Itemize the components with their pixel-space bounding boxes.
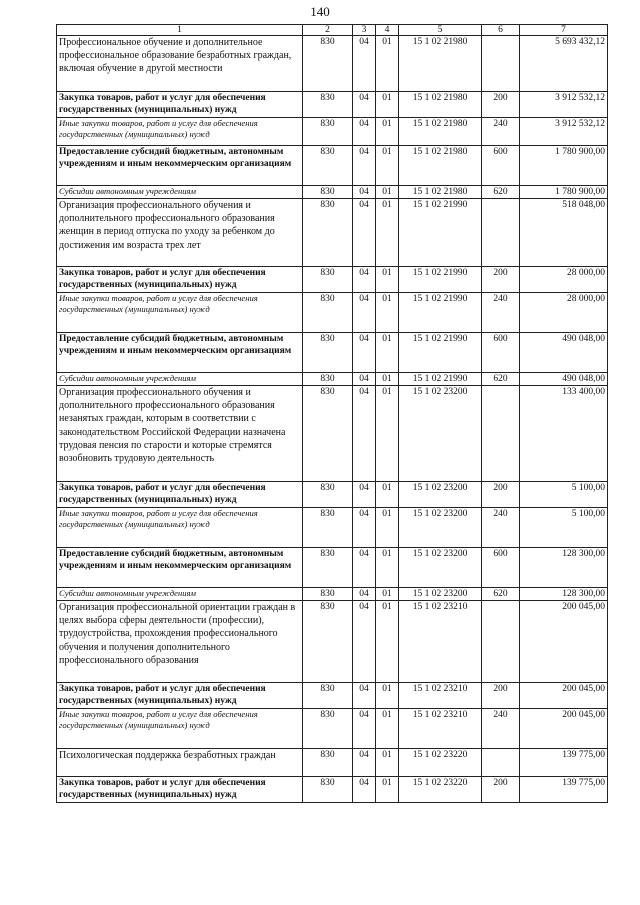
row-target-code: 15 1 02 23200 (399, 588, 482, 601)
row-amount: 490 048,00 (520, 333, 608, 373)
row-name: Организация профессиональной ориентации граждан в целях выбора сферы деятельности (профессии), трудоустройства, прохождения профессионального обучения и получения дополнительного профессионального образования (57, 601, 303, 683)
row-ministry-code: 830 (303, 92, 353, 118)
row-expense-type: 240 (482, 709, 520, 749)
row-expense-type: 600 (482, 333, 520, 373)
row-expense-type (482, 749, 520, 777)
row-name: Субсидии автономным учреждениям (57, 373, 303, 386)
row-amount: 28 000,00 (520, 267, 608, 293)
row-name: Предоставление субсидий бюджетным, автономным учреждениям и иным некоммерческим организациям (57, 333, 303, 373)
table-row (57, 386, 608, 482)
row-section-code: 04 (353, 92, 376, 118)
row-subsection-code: 01 (376, 333, 399, 373)
row-ministry-code: 830 (303, 146, 353, 186)
row-expense-type: 200 (482, 482, 520, 508)
row-name: Закупка товаров, работ и услуг для обеспечения государственных (муниципальных) нужд (57, 482, 303, 508)
row-ministry-code: 830 (303, 199, 353, 267)
row-name: Закупка товаров, работ и услуг для обеспечения государственных (муниципальных) нужд (57, 92, 303, 118)
row-expense-type (482, 601, 520, 683)
row-ministry-code: 830 (303, 36, 353, 92)
row-target-code: 15 1 02 21980 (399, 146, 482, 186)
row-subsection-code: 01 (376, 548, 399, 588)
row-ministry-code: 830 (303, 749, 353, 777)
header-row (57, 25, 608, 36)
row-subsection-code: 01 (376, 118, 399, 146)
row-ministry-code: 830 (303, 386, 353, 482)
row-section-code: 04 (353, 186, 376, 199)
row-target-code: 15 1 02 21990 (399, 373, 482, 386)
row-section-code: 04 (353, 588, 376, 601)
row-name: Психологическая поддержка безработных граждан (57, 749, 303, 777)
table-row (57, 482, 608, 508)
row-amount: 5 100,00 (520, 482, 608, 508)
row-name: Субсидии автономным учреждениям (57, 186, 303, 199)
row-name: Профессиональное обучение и дополнительное профессиональное образование безработных граждан, включая обучение в другой местности (57, 36, 303, 92)
column-header-target: 5 (399, 25, 482, 36)
row-ministry-code: 830 (303, 548, 353, 588)
row-expense-type: 200 (482, 683, 520, 709)
row-section-code: 04 (353, 373, 376, 386)
row-target-code: 15 1 02 21980 (399, 92, 482, 118)
row-expense-type: 200 (482, 777, 520, 803)
table-row (57, 186, 608, 199)
row-target-code: 15 1 02 23200 (399, 508, 482, 548)
row-amount: 5 693 432,12 (520, 36, 608, 92)
row-subsection-code: 01 (376, 777, 399, 803)
table-row (57, 601, 608, 683)
row-target-code: 15 1 02 23220 (399, 777, 482, 803)
row-ministry-code: 830 (303, 118, 353, 146)
table-row (57, 293, 608, 333)
row-expense-type: 600 (482, 146, 520, 186)
row-expense-type: 600 (482, 548, 520, 588)
row-amount: 128 300,00 (520, 548, 608, 588)
row-amount: 1 780 900,00 (520, 186, 608, 199)
column-header-ministry: 2 (303, 25, 353, 36)
row-amount: 200 045,00 (520, 683, 608, 709)
row-amount: 5 100,00 (520, 508, 608, 548)
row-amount: 139 775,00 (520, 777, 608, 803)
row-section-code: 04 (353, 293, 376, 333)
row-subsection-code: 01 (376, 749, 399, 777)
row-expense-type: 200 (482, 267, 520, 293)
row-section-code: 04 (353, 601, 376, 683)
row-expense-type (482, 386, 520, 482)
row-subsection-code: 01 (376, 601, 399, 683)
row-subsection-code: 01 (376, 146, 399, 186)
row-subsection-code: 01 (376, 92, 399, 118)
row-ministry-code: 830 (303, 333, 353, 373)
row-name: Организация профессионального обучения и дополнительного профессионального образования женщин в период отпуска по уходу за ребенком до достижения им возраста трех лет (57, 199, 303, 267)
column-header-expense-type: 6 (482, 25, 520, 36)
row-ministry-code: 830 (303, 683, 353, 709)
row-target-code: 15 1 02 23220 (399, 749, 482, 777)
row-amount: 139 775,00 (520, 749, 608, 777)
row-expense-type: 240 (482, 508, 520, 548)
row-target-code: 15 1 02 21990 (399, 333, 482, 373)
row-amount: 200 045,00 (520, 709, 608, 749)
row-subsection-code: 01 (376, 267, 399, 293)
row-amount: 200 045,00 (520, 601, 608, 683)
row-expense-type: 620 (482, 186, 520, 199)
row-name: Иные закупки товаров, работ и услуг для обеспечения государственных (муниципальных) нужд (57, 508, 303, 548)
row-subsection-code: 01 (376, 293, 399, 333)
row-amount: 128 300,00 (520, 588, 608, 601)
row-expense-type (482, 199, 520, 267)
row-name: Предоставление субсидий бюджетным, автономным учреждениям и иным некоммерческим организациям (57, 548, 303, 588)
row-amount: 28 000,00 (520, 293, 608, 333)
row-name: Предоставление субсидий бюджетным, автономным учреждениям и иным некоммерческим организациям (57, 146, 303, 186)
row-ministry-code: 830 (303, 588, 353, 601)
row-subsection-code: 01 (376, 709, 399, 749)
row-subsection-code: 01 (376, 373, 399, 386)
row-section-code: 04 (353, 749, 376, 777)
row-name: Иные закупки товаров, работ и услуг для обеспечения государственных (муниципальных) нужд (57, 118, 303, 146)
row-target-code: 15 1 02 21980 (399, 118, 482, 146)
row-target-code: 15 1 02 21980 (399, 186, 482, 199)
table-row (57, 199, 608, 267)
table-row (57, 118, 608, 146)
row-subsection-code: 01 (376, 482, 399, 508)
row-ministry-code: 830 (303, 508, 353, 548)
table-row (57, 333, 608, 373)
row-section-code: 04 (353, 482, 376, 508)
row-expense-type: 620 (482, 588, 520, 601)
table-row (57, 373, 608, 386)
row-subsection-code: 01 (376, 588, 399, 601)
row-amount: 3 912 532,12 (520, 92, 608, 118)
row-ministry-code: 830 (303, 777, 353, 803)
row-target-code: 15 1 02 23210 (399, 683, 482, 709)
row-ministry-code: 830 (303, 709, 353, 749)
row-name: Иные закупки товаров, работ и услуг для обеспечения государственных (муниципальных) нужд (57, 709, 303, 749)
row-ministry-code: 830 (303, 601, 353, 683)
row-section-code: 04 (353, 146, 376, 186)
column-header-amount: 7 (520, 25, 608, 36)
table-row (57, 548, 608, 588)
page-number: 140 (310, 4, 330, 19)
row-ministry-code: 830 (303, 293, 353, 333)
row-name: Иные закупки товаров, работ и услуг для обеспечения государственных (муниципальных) нужд (57, 293, 303, 333)
row-amount: 1 780 900,00 (520, 146, 608, 186)
row-expense-type: 620 (482, 373, 520, 386)
budget-table (56, 24, 608, 803)
row-subsection-code: 01 (376, 36, 399, 92)
row-section-code: 04 (353, 199, 376, 267)
row-subsection-code: 01 (376, 683, 399, 709)
row-ministry-code: 830 (303, 482, 353, 508)
table-row (57, 777, 608, 803)
row-ministry-code: 830 (303, 373, 353, 386)
table-row (57, 683, 608, 709)
table-row (57, 749, 608, 777)
row-subsection-code: 01 (376, 508, 399, 548)
row-ministry-code: 830 (303, 267, 353, 293)
row-target-code: 15 1 02 21990 (399, 293, 482, 333)
row-section-code: 04 (353, 683, 376, 709)
row-target-code: 15 1 02 21980 (399, 36, 482, 92)
row-expense-type: 240 (482, 118, 520, 146)
row-section-code: 04 (353, 386, 376, 482)
row-expense-type: 240 (482, 293, 520, 333)
row-name: Субсидии автономным учреждениям (57, 588, 303, 601)
row-expense-type (482, 36, 520, 92)
row-amount: 518 048,00 (520, 199, 608, 267)
table-row (57, 267, 608, 293)
row-subsection-code: 01 (376, 386, 399, 482)
column-header-name: 1 (57, 25, 303, 36)
row-expense-type: 200 (482, 92, 520, 118)
row-target-code: 15 1 02 23200 (399, 548, 482, 588)
table-row (57, 146, 608, 186)
column-header-subsection: 4 (376, 25, 399, 36)
column-header-section: 3 (353, 25, 376, 36)
row-ministry-code: 830 (303, 186, 353, 199)
table-row (57, 92, 608, 118)
row-section-code: 04 (353, 548, 376, 588)
row-amount: 3 912 532,12 (520, 118, 608, 146)
row-name: Закупка товаров, работ и услуг для обеспечения государственных (муниципальных) нужд (57, 683, 303, 709)
row-amount: 490 048,00 (520, 373, 608, 386)
row-subsection-code: 01 (376, 199, 399, 267)
row-section-code: 04 (353, 267, 376, 293)
row-section-code: 04 (353, 118, 376, 146)
row-amount: 133 400,00 (520, 386, 608, 482)
row-target-code: 15 1 02 23210 (399, 601, 482, 683)
row-target-code: 15 1 02 23200 (399, 482, 482, 508)
row-target-code: 15 1 02 21990 (399, 267, 482, 293)
table-row (57, 709, 608, 749)
row-target-code: 15 1 02 23200 (399, 386, 482, 482)
table-row (57, 588, 608, 601)
row-target-code: 15 1 02 23210 (399, 709, 482, 749)
table-row (57, 36, 608, 92)
row-name: Организация профессионального обучения и дополнительного профессионального образования незанятых граждан, которым в соответствии с законодательством Российской Федерации назначена трудовая пенсия по старости и которые стремятся возобновить трудовую деятельность (57, 386, 303, 482)
row-section-code: 04 (353, 333, 376, 373)
row-subsection-code: 01 (376, 186, 399, 199)
row-section-code: 04 (353, 36, 376, 92)
row-name: Закупка товаров, работ и услуг для обеспечения государственных (муниципальных) нужд (57, 777, 303, 803)
row-section-code: 04 (353, 508, 376, 548)
row-section-code: 04 (353, 777, 376, 803)
row-name: Закупка товаров, работ и услуг для обеспечения государственных (муниципальных) нужд (57, 267, 303, 293)
row-target-code: 15 1 02 21990 (399, 199, 482, 267)
table-row (57, 508, 608, 548)
row-section-code: 04 (353, 709, 376, 749)
